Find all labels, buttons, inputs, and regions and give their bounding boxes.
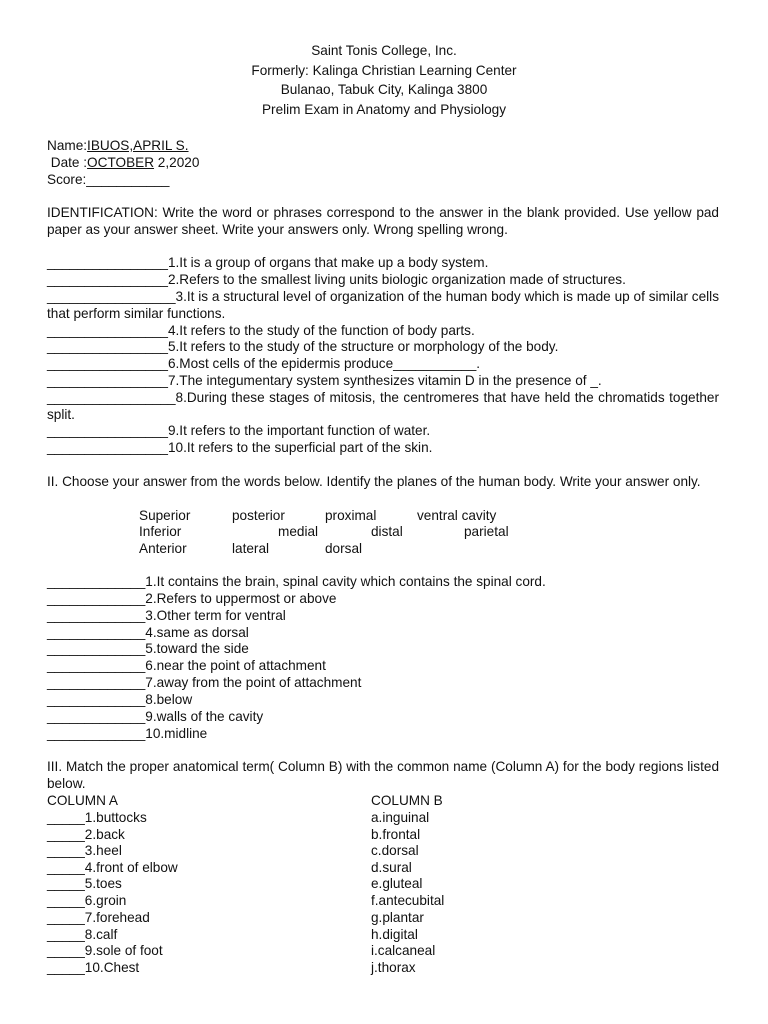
section1-instructions: IDENTIFICATION: Write the word or phrases correspond to the answer in the blank provided. Use yellow pad paper as your answer sheet. Write your answers only. Wrong spelling wrong. xyxy=(47,205,719,237)
word-posterior: posterior xyxy=(232,508,285,523)
column-a-item: _____7.forehead xyxy=(47,910,150,925)
column-b-item: h.digital xyxy=(371,927,418,942)
column-b-item: j.thorax xyxy=(371,960,416,975)
section2-question-4: _____________4.same as dorsal xyxy=(47,625,249,640)
section2-instructions: II. Choose your answer from the words below. Identify the planes of the human body. Write your answer only. xyxy=(47,474,701,489)
name-value: IBUOS,APRIL S. xyxy=(87,138,189,153)
word-parietal: parietal xyxy=(464,524,509,539)
section1-question-5: ________________5.It refers to the study of the structure or morphology of the body. xyxy=(47,339,559,354)
column-a-item: _____4.front of elbow xyxy=(47,860,178,875)
column-a-item: _____3.heel xyxy=(47,843,122,858)
column-a-item: _____2.back xyxy=(47,827,125,842)
column-b-header: COLUMN B xyxy=(371,793,443,808)
column-b-item: e.gluteal xyxy=(371,876,423,891)
section2-question-5: _____________5.toward the side xyxy=(47,641,249,656)
section1-question-6: ________________6.Most cells of the epidermis produce___________. xyxy=(47,356,481,371)
column-b-item: g.plantar xyxy=(371,910,424,925)
column-a-header: COLUMN A xyxy=(47,793,119,808)
section1-question-4: ________________4.It refers to the study of the function of body parts. xyxy=(47,323,475,338)
section2-question-1: _____________1.It contains the brain, spinal cavity which contains the spinal cord. xyxy=(47,574,546,589)
column-b-item: i.calcaneal xyxy=(371,943,436,958)
column-b-item: a.inguinal xyxy=(371,810,430,825)
date-line xyxy=(47,155,199,172)
word-anterior: Anterior xyxy=(139,541,187,556)
section2-question-9: _____________9.walls of the cavity xyxy=(47,709,264,724)
section2-question-10: _____________10.midline xyxy=(47,726,208,741)
word-lateral: lateral xyxy=(232,541,270,556)
word-inferior: Inferior xyxy=(139,524,182,539)
school-address: Bulanao, Tabuk City, Kalinga 3800 xyxy=(280,82,488,97)
section2-question-6: _____________6.near the point of attachment xyxy=(47,658,326,673)
section2-question-7: _____________7.away from the point of attachment xyxy=(47,675,362,690)
column-a-item: _____1.buttocks xyxy=(47,810,147,825)
column-a-item: _____10.Chest xyxy=(47,960,140,975)
column-a-item: _____6.groin xyxy=(47,893,127,908)
school-former-name: Formerly: Kalinga Christian Learning Center xyxy=(251,63,517,78)
column-b-item: d.sural xyxy=(371,860,412,875)
name-line xyxy=(47,138,189,155)
word-superior: Superior xyxy=(139,508,191,523)
school-name: Saint Tonis College, Inc. xyxy=(311,43,457,58)
section2-question-8: _____________8.below xyxy=(47,692,193,707)
section1-question-9: ________________9.It refers to the important function of water. xyxy=(47,423,431,438)
section2-question-3: _____________3.Other term for ventral xyxy=(47,608,286,623)
column-b-item: c.dorsal xyxy=(371,843,419,858)
section2-question-2: _____________2.Refers to uppermost or above xyxy=(47,591,337,606)
word-proximal: proximal xyxy=(325,508,377,523)
word-ventral-cavity: ventral cavity xyxy=(417,508,497,523)
word-distal: distal xyxy=(371,524,403,539)
column-b-item: b.frontal xyxy=(371,827,421,842)
column-a-item: _____8.calf xyxy=(47,927,118,942)
section1-question-3: _________________3.It is a structural level of organization of the human body which is made up of similar cells that perform similar functions. xyxy=(47,289,719,321)
column-b-item: f.antecubital xyxy=(371,893,445,908)
name-label: Name: xyxy=(47,138,88,153)
section1-question-7: ________________7.The integumentary system synthesizes vitamin D in the presence of _. xyxy=(47,373,602,388)
date-month: OCTOBER xyxy=(87,155,155,170)
section1-question-8: _________________8.During these stages of mitosis, the centromeres that have held the chromatids together split. xyxy=(47,390,719,422)
word-medial: medial xyxy=(278,524,319,539)
column-a-item: _____9.sole of foot xyxy=(47,943,163,958)
section1-question-1: ________________1.It is a group of organs that make up a body system. xyxy=(47,255,489,270)
section1-question-10: ________________10.It refers to the superficial part of the skin. xyxy=(47,440,433,455)
date-rest: 2,2020 xyxy=(154,155,200,170)
section1-question-2: ________________2.Refers to the smallest living units biologic organization made of structures. xyxy=(47,272,626,287)
date-label: Date : xyxy=(47,155,88,170)
exam-title: Prelim Exam in Anatomy and Physiology xyxy=(261,102,507,117)
word-dorsal: dorsal xyxy=(325,541,363,556)
section3-instructions: III. Match the proper anatomical term( Column B) with the common name (Column A) for the body regions listed below. xyxy=(47,759,719,791)
score-line: Score:___________ xyxy=(47,172,170,187)
column-a-item: _____5.toes xyxy=(47,876,122,891)
